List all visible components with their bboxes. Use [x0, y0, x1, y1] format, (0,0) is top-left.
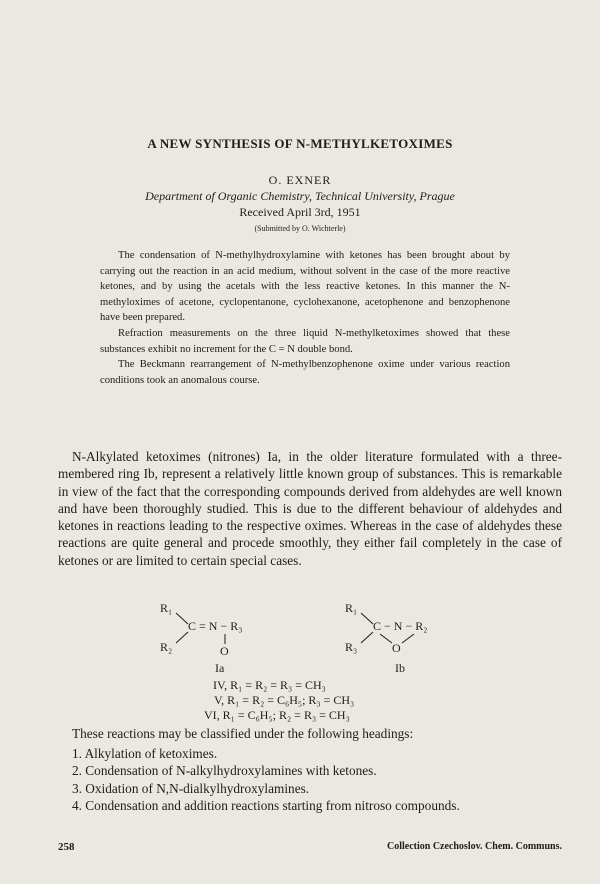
heading-item: 3. Oxidation of N,N-dialkylhydroxylamines.	[72, 780, 310, 796]
heading-item: 1. Alkylation of ketoximes.	[72, 745, 218, 761]
ib-bond-r1	[361, 613, 373, 624]
ia-label: Ia	[215, 661, 225, 675]
headings-list	[58, 745, 562, 815]
structure-ib	[345, 601, 427, 675]
ib-oxygen: O	[392, 641, 401, 655]
abstract-paragraph: Refraction measurements on the three liquid N-methylketoximes showed that these substances exhibit no increment for the C = N double bond.	[100, 327, 510, 355]
ib-bond-n-o	[402, 634, 414, 643]
heading-item: 4. Condensation and addition reactions starting from nitroso compounds.	[72, 798, 460, 814]
compound-line: VI, R₁ = C₆H₅; R₂ = R₃ = CH₃	[204, 708, 350, 722]
ia-r1: R₁	[160, 601, 173, 615]
compound-line: IV, R₁ = R₂ = R₃ = CH₃	[213, 678, 326, 692]
ib-label: Ib	[395, 661, 405, 675]
headings-intro: These reactions may be classified under the following headings:	[72, 726, 414, 741]
abstract-paragraph: The Beckmann rearrangement of N-methylbenzophenone oxime under various reaction conditions took an anomalous course.	[100, 359, 510, 386]
ia-r2: R₂	[160, 640, 173, 654]
body-paragraph: N-Alkylated ketoximes (nitrones) Ia, in the older literature formulated with a three-membered ring Ib, represent a relatively little known group of substances. This is remarkable in view of the fact that the corresponding compounds derived from aldehydes are well known and have been thoroughly studied. This is due to the different behaviour of aldehydes and ketones in reactions leading to the respective oximes. Whereas in the case of aldehydes these reactions are quite general and procede smoothly, they either fail completely in the case of ketones or are limited to certain special cases.	[58, 449, 562, 568]
ib-bond-c-o	[380, 634, 392, 643]
heading-item: 2. Condensation of N-alkylhydroxylamines with ketones.	[72, 763, 377, 779]
reaction-headings	[58, 725, 562, 815]
ia-bond-r2	[176, 632, 188, 643]
ib-r3: R₃	[345, 640, 358, 654]
paper-title: A NEW SYNTHESIS OF N-METHYLKETOXIMES	[147, 136, 453, 151]
ia-bond-r1	[176, 613, 188, 624]
received-date: Received April 3rd, 1951	[239, 205, 361, 219]
page-number: 258	[58, 841, 75, 853]
author-name: O. EXNER	[268, 173, 332, 187]
ia-oxygen: O	[220, 644, 229, 658]
structure-ia	[160, 601, 242, 675]
abstract-paragraph: The condensation of N-methylhydroxylamine with ketones has been brought about by carrying out the reaction in an acid medium, without solvent in the case of the more reactive ketones, and by using the acetals with the less reactive ketones. In this manner the N-methyloximes of acetone, cyclopentanone, cyclohexanone, acetophenone and benzophenone have been prepared.	[100, 250, 510, 324]
submitted-by: (Submitted by O. Wichterle)	[254, 224, 346, 233]
ib-core: C − N − R₂	[373, 619, 428, 633]
ia-core: C = N − R₃	[188, 619, 243, 633]
affiliation: Department of Organic Chemistry, Technical University, Prague	[145, 189, 455, 203]
compound-line: V, R₁ = R₂ = C₆H₅; R₃ = CH₃	[214, 693, 355, 707]
ib-r1: R₁	[345, 601, 358, 615]
journal-name: Collection Czechoslov. Chem. Communs.	[387, 841, 562, 852]
ib-bond-r3	[361, 632, 373, 643]
